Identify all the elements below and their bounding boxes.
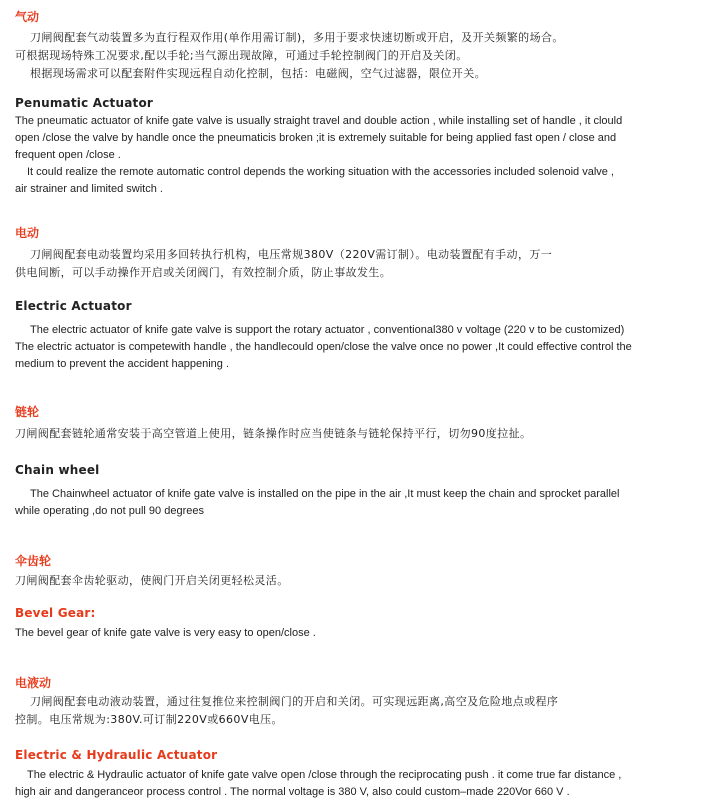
electro-hydraulic-en-line: The electric & Hydraulic actuator of knife gate valve open /close through the reciprocating push . it come true far distance , bbox=[27, 769, 622, 781]
electro-hydraulic-en-heading: Electric & Hydraulic Actuator bbox=[15, 748, 218, 762]
pneumatic-cn-heading: 气动 bbox=[15, 10, 40, 24]
electric-en-line: medium to prevent the accident happening . bbox=[15, 358, 230, 370]
bevel-gear-en-heading: Bevel Gear: bbox=[15, 606, 96, 620]
chain-wheel-en-text bbox=[15, 486, 719, 520]
pneumatic-en-text bbox=[15, 113, 719, 198]
electric-cn-heading: 电动 bbox=[15, 226, 40, 240]
electro-hydraulic-cn-text bbox=[15, 693, 719, 729]
chain-wheel-cn-heading: 链轮 bbox=[15, 405, 40, 419]
chain-wheel-en-line: while operating ,do not pull 90 degrees bbox=[15, 505, 204, 517]
chain-wheel-cn-line: 刀闸阀配套链轮通常安装于高空管道上使用，链条操作时应当使链条与链轮保持平行，切勿90度拉扯。 bbox=[15, 427, 532, 440]
electric-cn-line: 供电间断，可以手动操作开启或关闭阀门，有效控制介质，防止事故发生。 bbox=[15, 266, 392, 279]
bevel-gear-cn-heading: 伞齿轮 bbox=[15, 554, 52, 568]
pneumatic-en-line: air strainer and limited switch . bbox=[15, 183, 163, 195]
electro-hydraulic-cn-heading: 电液动 bbox=[15, 676, 52, 690]
pneumatic-cn-line: 根据现场需求可以配套附件实现远程自动化控制，包括：电磁阀，空气过滤器，限位开关。 bbox=[30, 67, 486, 80]
electro-hydraulic-en-text bbox=[15, 767, 719, 801]
electric-cn-text bbox=[15, 246, 719, 282]
pneumatic-en-line: frequent open /close . bbox=[15, 149, 121, 161]
electric-en-heading: Electric Actuator bbox=[15, 299, 132, 313]
bevel-gear-cn-line: 刀闸阀配套伞齿轮驱动，使阀门开启关闭更轻松灵活。 bbox=[15, 574, 289, 587]
pneumatic-en-line: The pneumatic actuator of knife gate valve is usually straight travel and double action , while installing set of handle , it clould bbox=[15, 115, 623, 127]
chain-wheel-en-line: The Chainwheel actuator of knife gate valve is installed on the pipe in the air ,It must keep the chain and sprocket parallel bbox=[30, 488, 620, 500]
bevel-gear-cn-text bbox=[15, 572, 719, 590]
chain-wheel-en-heading: Chain wheel bbox=[15, 463, 100, 477]
electro-hydraulic-en-line: high air and dangeranceor process control . The normal voltage is 380 V, also could custom–made 220Vor 660 V . bbox=[15, 786, 570, 798]
electro-hydraulic-cn-line: 控制。电压常规为:380V.可订制220V或660V电压。 bbox=[15, 713, 283, 726]
electric-cn-line: 刀闸阀配套电动装置均采用多回转执行机构，电压常规380V（220V需订制）。电动装置配有手动，万一 bbox=[30, 248, 553, 261]
pneumatic-cn-line: 刀闸阀配套气动装置多为直行程双作用(单作用需订制)，多用于要求快速切断或开启，及开关频繁的场合。 bbox=[30, 31, 564, 44]
pneumatic-en-line: It could realize the remote automatic control depends the working situation with the accessories included solenoid valve , bbox=[27, 166, 614, 178]
bevel-gear-en-line: The bevel gear of knife gate valve is very easy to open/close . bbox=[15, 627, 316, 639]
pneumatic-cn-text bbox=[15, 29, 719, 83]
electro-hydraulic-cn-line: 刀闸阀配套电动液动装置，通过往复推位来控制阀门的开启和关闭。可实现远距离,高空及危险地点或程序 bbox=[30, 695, 559, 708]
electric-en-line: The electric actuator of knife gate valve is support the rotary actuator , conventional380 v voltage (220 v to be customized) bbox=[30, 324, 625, 336]
chain-wheel-cn-text bbox=[15, 425, 719, 443]
electric-en-line: The electric actuator is competewith handle , the handlecould open/close the valve once no power ,It could effective control the bbox=[15, 341, 632, 353]
bevel-gear-en-text bbox=[15, 625, 719, 642]
pneumatic-en-line: open /close the valve by handle once the pneumaticis broken ;it is extremely suitable for being applied fast open / close and bbox=[15, 132, 617, 144]
pneumatic-cn-line: 可根据现场特殊工况要求,配以手轮;当气源出现故障，可通过手轮控制阀门的开启及关闭。 bbox=[15, 49, 468, 62]
electric-en-text bbox=[15, 322, 719, 373]
pneumatic-en-heading: Penumatic Actuator bbox=[15, 96, 154, 110]
